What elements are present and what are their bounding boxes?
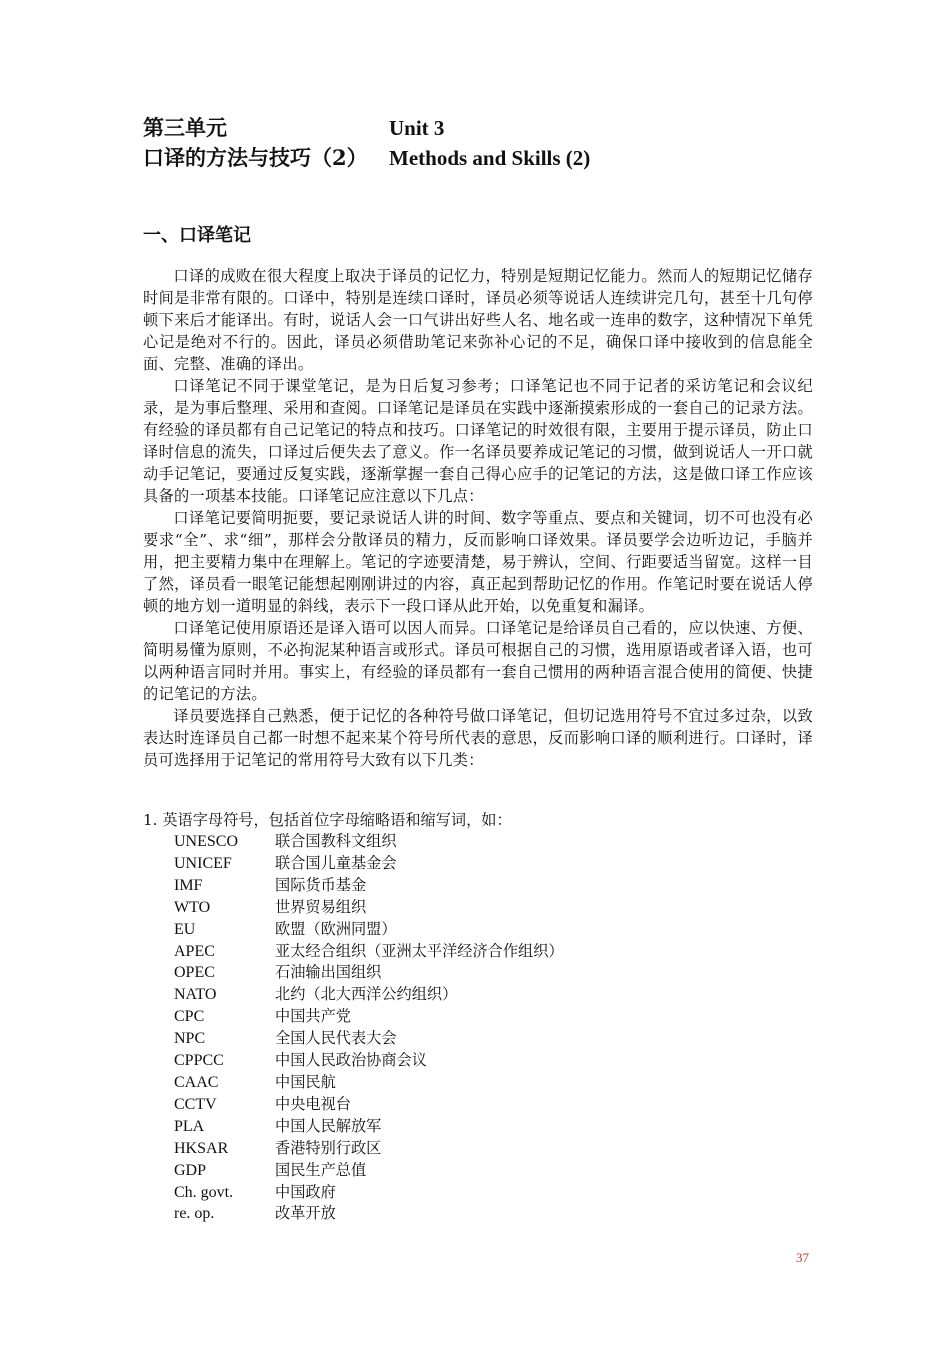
abbreviation-meaning: 中国政府	[275, 1182, 336, 1201]
abbreviation-meaning: 中国人民政治协商会议	[275, 1051, 427, 1070]
abbreviation: EU	[174, 920, 196, 938]
abbreviation-meaning: 石油输出国组织	[275, 963, 382, 982]
abbreviation: NPC	[174, 1030, 206, 1048]
list-item	[143, 1160, 813, 1182]
unit-title-en: Unit 3	[389, 116, 445, 140]
abbreviation-meaning: 国际货币基金	[275, 875, 367, 894]
list-item	[143, 1094, 813, 1116]
list-item	[143, 919, 813, 941]
list-item	[143, 897, 813, 919]
list-item	[143, 1028, 813, 1050]
list-item	[143, 1072, 813, 1094]
list-item	[143, 875, 813, 897]
abbreviation: UNICEF	[174, 854, 232, 872]
section-heading: 一、口译笔记	[143, 225, 251, 246]
list-item	[143, 1006, 813, 1028]
abbreviation-list	[143, 809, 813, 1225]
paragraph: 译员要选择自己熟悉，便于记忆的各种符号做口译笔记，但切记选用符号不宜过多过杂，以致表达时连译员自己都一时想不起来某个符号所代表的意思，反而影响口译的顺利进行。口译时，译员可选择用于记笔记的常用符号大致有以下几类：	[143, 707, 813, 769]
abbreviation-meaning: 世界贸易组织	[275, 897, 367, 916]
abbreviation: CPPCC	[174, 1052, 224, 1070]
abbreviation: GDP	[174, 1161, 207, 1179]
abbreviation: HKSAR	[174, 1139, 229, 1157]
paragraph: 口译笔记要简明扼要，要记录说话人讲的时间、数字等重点、要点和关键词，切不可也没有必要求“全”、求“细”，那样会分散译员的精力，反而影响口译效果。译员要学会边听边记，手脑并用，把主要精力集中在理解上。笔记的字迹要清楚，易于辨认，空间、行距要适当留宽。这样一目了然，译员看一眼笔记能想起刚刚讲过的内容，真正起到帮助记忆的作用。作笔记时要在说话人停顿的地方划一道明显的斜线，表示下一段口译从此开始，以免重复和漏译。	[143, 509, 813, 615]
abbreviation: Ch. govt.	[174, 1183, 234, 1201]
unit-title-cn: 第三单元	[143, 115, 227, 140]
abbreviation-meaning: 国民生产总值	[275, 1160, 367, 1179]
abbreviation-meaning: 中央电视台	[275, 1094, 351, 1113]
abbreviation: CCTV	[174, 1095, 217, 1113]
abbreviation-meaning: 联合国儿童基金会	[275, 853, 397, 872]
list-intro: 1. 英语字母符号，包括首位字母缩略语和缩写词，如：	[143, 811, 512, 829]
abbreviation-meaning: 联合国教科文组织	[275, 832, 397, 850]
body-text	[143, 265, 813, 771]
unit-title-line	[143, 113, 444, 143]
list-item	[143, 1203, 813, 1225]
list-item	[143, 1138, 813, 1160]
abbreviation-meaning: 中国民航	[275, 1072, 336, 1091]
abbreviation: OPEC	[174, 964, 215, 982]
abbreviation-meaning: 欧盟（欧洲同盟）	[275, 919, 397, 938]
list-item	[143, 853, 813, 875]
chapter-title-cn: 口译的方法与技巧（2）	[143, 145, 368, 170]
abbreviation: IMF	[174, 876, 203, 894]
abbreviation-meaning: 全国人民代表大会	[275, 1029, 397, 1048]
abbreviation: PLA	[174, 1117, 205, 1135]
abbreviation: CAAC	[174, 1073, 219, 1091]
abbreviation: APEC	[174, 942, 215, 960]
abbreviation: NATO	[174, 986, 217, 1004]
chapter-title-line	[143, 143, 590, 173]
list-item	[143, 1050, 813, 1072]
paragraph: 口译笔记使用原语还是译入语可以因人而异。口译笔记是给译员自己看的，应以快速、方便、简明易懂为原则，不必拘泥某种语言或形式。译员可根据自己的习惯，选用原语或者译入语，也可以两种语言同时并用。事实上，有经验的译员都有一套自己惯用的两种语言混合使用的简便、快捷的记笔记的方法。	[143, 619, 813, 703]
list-item	[143, 1116, 813, 1138]
abbreviation: UNESCO	[174, 833, 239, 850]
abbreviation: CPC	[174, 1008, 205, 1026]
paragraph: 口译笔记不同于课堂笔记，是为日后复习参考；口译笔记也不同于记者的采访笔记和会议纪录，是为事后整理、采用和查阅。口译笔记是译员在实践中逐渐摸索形成的一套自己的记录方法。有经验的译员都有自己记笔记的特点和技巧。口译笔记的时效很有限，主要用于提示译员，防止口译时信息的流失，口译过后便失去了意义。作一名译员要养成记笔记的习惯，做到说话人一开口就动手记笔记，要通过反复实践，逐渐掌握一套自己得心应手的记笔记的方法，这是做口译工作应该具备的一项基本技能。口译笔记应注意以下几点：	[143, 377, 813, 505]
abbreviation-meaning: 北约（北大西洋公约组织）	[275, 985, 458, 1004]
list-item	[143, 984, 813, 1006]
abbreviation: WTO	[174, 898, 211, 916]
abbreviation-meaning: 香港特别行政区	[275, 1138, 382, 1157]
page-number: 37	[796, 1250, 809, 1265]
list-item	[143, 941, 813, 963]
abbreviation-meaning: 中国人民解放军	[275, 1116, 382, 1135]
abbreviation-meaning: 亚太经合组织（亚洲太平洋经济合作组织）	[275, 941, 564, 960]
abbreviation-meaning: 中国共产党	[275, 1007, 351, 1026]
abbreviation: re. op.	[174, 1205, 215, 1223]
list-item	[143, 962, 813, 984]
list-item	[143, 1182, 813, 1204]
chapter-title-en: Methods and Skills (2)	[389, 146, 591, 170]
abbreviation-meaning: 改革开放	[275, 1204, 336, 1223]
paragraph: 口译的成败在很大程度上取决于译员的记忆力，特别是短期记忆能力。然而人的短期记忆储存时间是非常有限的。口译中，特别是连续口译时，译员必须等说话人连续讲完几句，甚至十几句停顿下来后才能译出。有时，说话人会一口气讲出好些人名、地名或一连串的数字，这种情况下单凭心记是绝对不行的。因此，译员必须借助笔记来弥补心记的不足，确保口译中接收到的信息能全面、完整、准确的译出。	[143, 267, 813, 373]
list-item	[143, 831, 813, 853]
